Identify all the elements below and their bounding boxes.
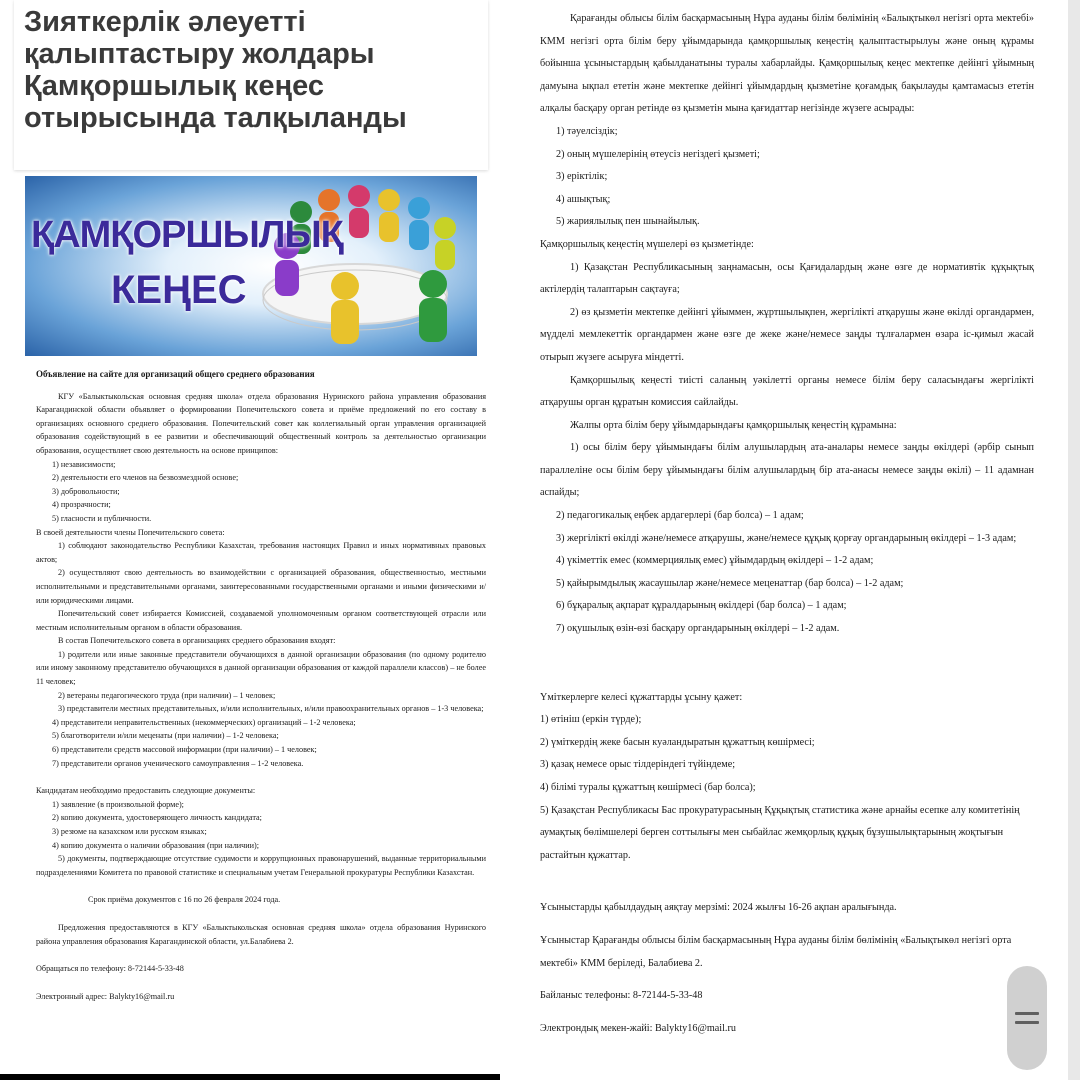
kz-members-lead: Қамқоршылық кеңестің мүшелері өз қызметінде: bbox=[540, 238, 754, 250]
kz-composition-item: 1) осы білім беру ұйымындағы білім алушылардың ата-аналары немесе заңды өкілдері (әрбір сынып параллеліне осы білім беру ұйымындағы білім алушылардың бір ата-анасы немесе заңды өкілі) – 11 адамнан аспайды; bbox=[540, 442, 1034, 499]
ru-principle: 5) гласности и публичности. bbox=[52, 513, 152, 523]
ru-intro: КГУ «Балыктыкольская основная средняя школа» отдела образования Нуринского района управления образования Карагандинской области объявляет о формировании Попечительского совета и приёме предложений по его составу в организациях основного среднего образования. Попечительский совет как коллегиальный орган управления организацией образования содействующий в ее развитии и обеспечивающий общественный контроль за деятельностью организации образования, осуществляет свою деятельность на основе принципов: bbox=[36, 391, 486, 455]
kz-composition-item: 7) оқушылық өзін-өзі басқару органдарының өкілдері – 1-2 адам. bbox=[556, 623, 840, 635]
kz-doc-item: 2) үміткердің жеке басын куәландыратын құжаттың көшірмесі; bbox=[540, 736, 815, 748]
banner-heading-line2: КЕҢЕС bbox=[111, 268, 247, 312]
kz-composition-item: 6) бұқаралық ақпарат құралдарының өкілдері (бар болса) – 1 адам; bbox=[556, 600, 847, 612]
kz-composition-item: 5) қайырымдылық жасаушылар және/немесе меценаттар (бар болса) – 1-2 адам; bbox=[556, 577, 904, 589]
ru-members-lead: В своей деятельности члены Попечительского совета: bbox=[36, 527, 225, 537]
ru-doc-item: 2) копию документа, удостоверяющего личность кандидата; bbox=[52, 813, 262, 823]
kz-composition-lead: Жалпы орта білім беру ұйымдарындағы қамқоршылық кеңестің құрамына: bbox=[570, 419, 897, 431]
kz-doc-item: 3) қазақ немесе орыс тілдеріндегі түйіндеме; bbox=[540, 759, 736, 771]
ru-composition-item: 4) представители неправительственных (некоммерческих) организаций – 1-2 человека; bbox=[52, 717, 356, 727]
ru-composition-item: 7) представители органов ученического самоуправления – 1-2 человека. bbox=[52, 758, 304, 768]
page-title: Зияткерлік әлеуетті қалыптастыру жолдары Қамқоршылық кеңес отырысында талқыланды bbox=[24, 6, 407, 134]
banner-image bbox=[25, 176, 477, 356]
kz-composition-item: 4) үкіметтік емес (коммерциялық емес) ұйымдардың өкілдері – 1-2 адам; bbox=[556, 555, 874, 567]
ru-composition-lead: В состав Попечительского совета в организациях среднего образования входят: bbox=[58, 636, 336, 646]
ru-composition-item: 2) ветераны педагогического труда (при наличии) – 1 человек; bbox=[58, 690, 276, 700]
ru-doc-item: 5) документы, подтверждающие отсутствие судимости и коррупционных правонарушений, выданные территориальными подразделениями Комитета по правовой статистике и специальным учетам Генеральной прокуратуры Республики Казахстан. bbox=[36, 854, 486, 877]
kz-submit-address: Ұсыныстар Қарағанды облысы білім басқармасының Нұра ауданы білім бөлімінің «Балықтыкөл негізгі орта мектебі» КММ беріледі, Балабиева 2. bbox=[540, 934, 1012, 969]
kz-email: Электрондық мекен-жайі: Balykty16@mail.ru bbox=[540, 1022, 736, 1034]
kz-principle: 3) еріктілік; bbox=[556, 171, 608, 183]
ru-principle: 1) независимости; bbox=[52, 459, 116, 469]
kz-commission: Қамқоршылық кеңесті тиісті саланың уәкілетті органы немесе білім беру саласындағы жергілікті атқарушы орган құратын комиссия сайлайды. bbox=[540, 374, 1034, 409]
kazakh-announcement-document bbox=[520, 0, 1040, 1080]
ru-docs-lead: Кандидатам необходимо предоставить следующие документы: bbox=[36, 786, 256, 796]
kz-intro: Қарағанды облысы білім басқармасының Нұра ауданы білім бөлімінің «Балықтыкөл негізгі орта мектебі» КММ негізгі орта білім беру ұйымдарында қамқоршылық кеңестің қалыптастырылуы және оның құрамы бойынша ұсыныстардың қабылданатыны туралы хабарлайды. Қамқоршылық кеңес мектепке дейінгі ұйымның дамуына ықпал ететін және мектепке дейінгі ұйымдардың қызметіне қоғамдық бақылауды қамтамасыз ететін алқалы басқару орган ретінде өз қызметін мына қағидаттар негізінде жүзеге асырады: bbox=[540, 13, 1034, 115]
scroll-handle[interactable] bbox=[1007, 966, 1047, 1070]
ru-principle: 3) добровольности; bbox=[52, 486, 120, 496]
ru-submit-address: Предложения предоставляются в КГУ «Балыктыкольская основная средняя школа» отдела образования Нуринского района управления образования Карагандинской области, ул.Балабиева 2. bbox=[36, 922, 486, 946]
kz-composition-item: 2) педагогикалық еңбек ардагерлері (бар болса) – 1 адам; bbox=[556, 510, 804, 522]
kz-principle: 2) оның мүшелерінің өтеусіз негіздегі қызметі; bbox=[556, 148, 760, 160]
ru-principle: 2) деятельности его членов на безвозмездной основе; bbox=[52, 473, 239, 483]
kz-composition-item: 3) жергілікті өкілді және/немесе атқарушы, және/немесе құқық қорғау органдарының өкілдері – 1-3 адам; bbox=[556, 532, 1017, 544]
ru-doc-title: Объявление на сайте для организаций общего среднего образования bbox=[36, 369, 315, 379]
kz-principle: 4) ашықтық; bbox=[556, 193, 611, 205]
kz-duty: 1) Қазақстан Республикасының заңнамасын, осы Қағидалардың және өзге де нормативтік құқықтық актілердің талаптарын сақтауға; bbox=[540, 261, 1034, 296]
ru-composition-item: 5) благотворители и/или меценаты (при наличии) – 1-2 человека; bbox=[52, 731, 279, 741]
bottom-edge-bar bbox=[0, 1074, 500, 1080]
kz-docs-lead: Үміткерлерге келесі құжаттарды ұсыну қажет: bbox=[540, 691, 743, 703]
ru-doc-item: 3) резюме на казахском или русском языках; bbox=[52, 827, 207, 836]
kz-phone: Байланыс телефоны: 8-72144-5-33-48 bbox=[540, 990, 703, 1002]
kz-deadline: Ұсыныстарды қабылдаудың аяқтау мерзімі: 2024 жылғы 16-26 ақпан аралығында. bbox=[540, 902, 897, 914]
kz-doc-item: 5) Қазақстан Республикасы Бас прокуратурасының Құқықтық статистика және арнайы есепке алу комитетінің аумақтық бөлімшелері берген соттылығы мен сыбайлас жемқорлық құқық бұзушылықтарының жоқтығын растайтын құжаттар. bbox=[540, 804, 1020, 861]
drag-handle-icon bbox=[1015, 1012, 1039, 1030]
ru-commission: Попечительский совет избирается Комиссией, создаваемой уполномоченным органом соответствующей отрасли или местным исполнительным органом в области образования. bbox=[36, 609, 486, 632]
ru-composition-item: 6) представители средств массовой информации (при наличии) – 1 человек; bbox=[52, 745, 317, 755]
banner-heading-line1: ҚАМҚОРШЫЛЫҚ bbox=[31, 214, 343, 256]
ru-duty: 2) осуществляют свою деятельность во взаимодействии с организацией образования, общественностью, местными исполнительными и представительными органами, заинтересованными государственными органами и иными физическими и/или юридическими лицами. bbox=[36, 568, 486, 605]
title-card bbox=[14, 0, 488, 170]
ru-duty: 1) соблюдают законодательство Республики Казахстан, требования настоящих Правил и иных нормативных правовых актов; bbox=[36, 541, 486, 564]
ru-principle: 4) прозрачности; bbox=[52, 500, 111, 510]
ru-phone: Обращаться по телефону: 8-72144-5-33-48 bbox=[36, 964, 184, 974]
kz-duty: 2) өз қызметін мектепке дейінгі ұйыммен, жұртшылықпен, жергілікті атқарушы және өкілді органдармен, мүдделі мемлекеттік органдармен және өзге де жеке және/немесе заңды тұлғалармен өзара іс-қимыл жасай отырып жүзеге асыруға міндетті. bbox=[540, 306, 1034, 363]
kz-doc-item: 1) өтініш (еркін түрде); bbox=[540, 714, 642, 726]
ru-doc-item: 1) заявление (в произвольной форме); bbox=[52, 799, 184, 809]
page-edge bbox=[1068, 0, 1080, 1080]
ru-composition-item: 1) родители или иные законные представители обучающихся в данной организации образования (по одному родителю или иному законному представителю обучающихся в данной организации образования от каждой параллели классов) – не более 11 человек; bbox=[36, 649, 486, 687]
ru-doc-item: 4) копию документа о наличии образования (при наличии); bbox=[52, 840, 260, 850]
ru-deadline: Срок приёма документов с 16 по 26 февраля 2024 года. bbox=[88, 895, 281, 905]
kz-doc-item: 4) білімі туралы құжаттың көшірмесі (бар болса); bbox=[540, 782, 756, 793]
ru-email: Электронный адрес: Balykty16@mail.ru bbox=[36, 991, 175, 1001]
kz-principle: 1) тәуелсіздік; bbox=[556, 125, 618, 137]
people-round-table-illustration bbox=[25, 176, 477, 356]
ru-composition-item: 3) представители местных представительных, и/или исполнительных, и/или правоохранительных органов – 1-3 человека; bbox=[58, 704, 484, 714]
russian-announcement-document bbox=[28, 358, 494, 1076]
kz-principle: 5) жариялылық пен шынайылық. bbox=[556, 216, 700, 228]
